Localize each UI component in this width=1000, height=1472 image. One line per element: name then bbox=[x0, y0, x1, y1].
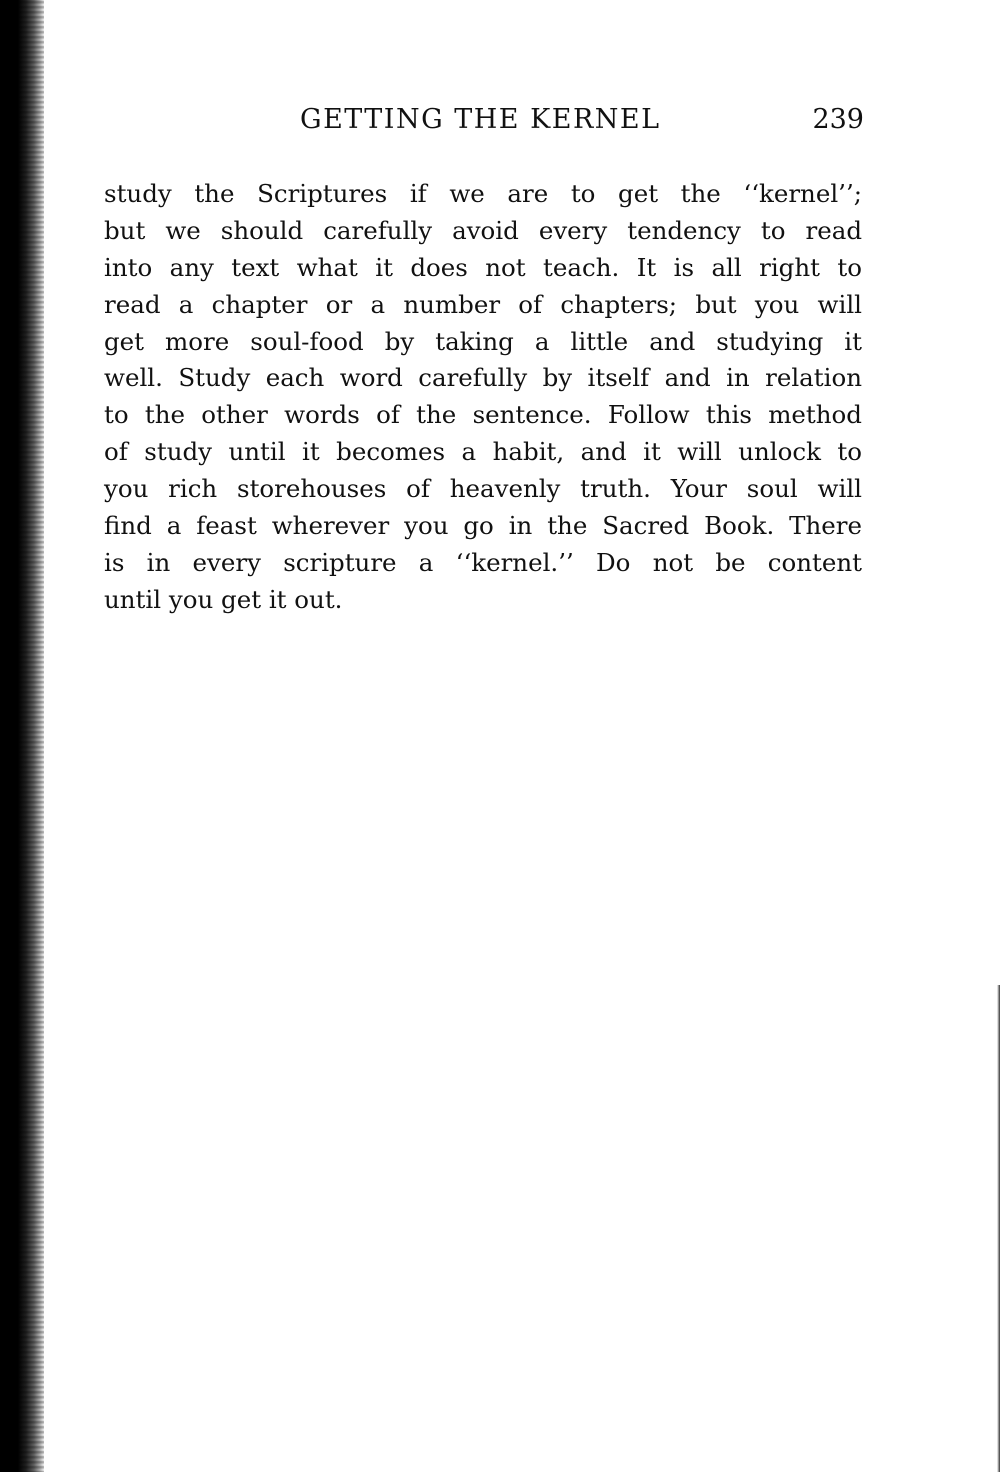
page-number: 239 bbox=[812, 104, 864, 135]
text-line: but we should carefully avoid every tendency to read bbox=[104, 215, 862, 245]
text-line: read a chapter or a number of chapters; but you will bbox=[104, 289, 862, 319]
text-line: until you get it out. bbox=[104, 584, 343, 614]
text-line: of study until it becomes a habit, and it will unlock to bbox=[104, 437, 862, 467]
text-line: you rich storehouses of heavenly truth. Your soul will bbox=[104, 474, 862, 504]
text-line: to the other words of the sentence. Follow this method bbox=[104, 400, 862, 430]
running-title: GETTING THE KERNEL bbox=[300, 104, 661, 135]
text-line: well. Study each word carefully by itself and in relation bbox=[104, 363, 862, 393]
text-line: is in every scripture a ‘‘kernel.’’ Do not be content bbox=[104, 547, 862, 577]
text-line: study the Scriptures if we are to get the ‘‘kernel’’; bbox=[104, 179, 862, 208]
running-head bbox=[104, 104, 864, 144]
text-line: get more soul-food by taking a little and studying it bbox=[104, 326, 862, 356]
text-line: find a feast wherever you go in the Sacred Book. There bbox=[104, 511, 862, 541]
body-paragraph bbox=[104, 176, 862, 619]
text-line: into any text what it does not teach. It is all right to bbox=[104, 252, 862, 282]
binding-shadow bbox=[0, 0, 44, 1472]
